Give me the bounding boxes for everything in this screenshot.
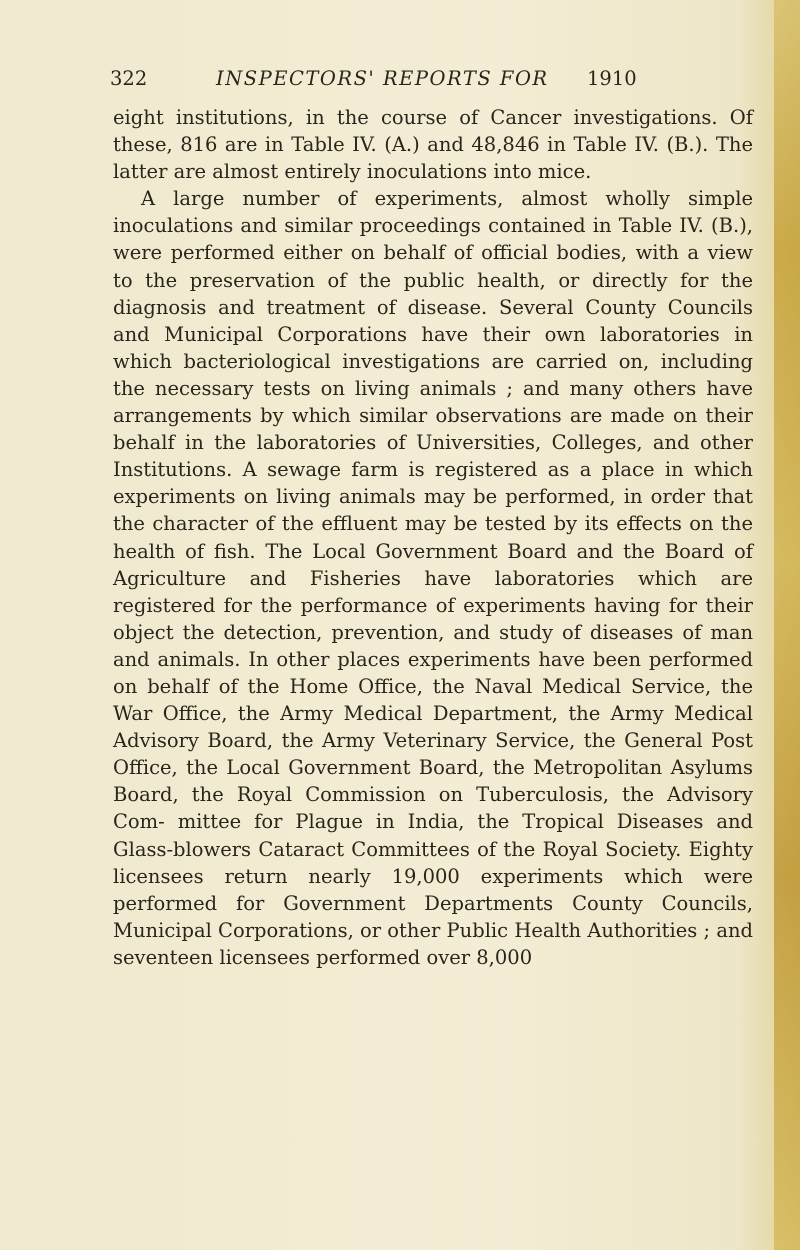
paragraph-experiments-official-bodies: A large number of experiments, almost wholly simple inoculations and similar proceedings contained in Table IV. (B.), were performed either on behalf of official bodies, with a view to the preservation of the public health, or directly for the diagnosis and treatment of disease. Several County Councils and Municipal Corporations have their own laboratories in which bacteriological investigations are carried on, including the necessary tests on living animals ; and many others have arrangements by which similar observations are made on their behalf in the laboratories of Universities, Colleges, and other Institutions. A sewage farm is registered as a place in which experiments on living animals may be performed, in order that the character of the effluent may be tested by its effects on the health of fish. The Local Government Board and the Board of Agriculture and Fisheries have laboratories which are registered for the performance of experiments having for their object the detection, prevention, and study of diseases of man and animals. In other places experiments have been performed on behalf of the Home Office, the Naval Medical Service, the War Office, the Army Medical Department, the Army Medical Advisory Board, the Army Veterinary Service, the General Post Office, the Local Government Board, the Metropolitan Asylums Board, the Royal Commission on Tuberculosis, the Advisory Com- mittee for Plague in India, the Tropical Diseases and Glass-blowers Cataract Committees of the Royal Society. Eighty licensees return nearly 19,000 experiments which were performed for Government Departments County Councils, Municipal Corporations, or other Public Health Authorities ; and seventeen licensees performed over 8,000 <box>113 187 753 969</box>
running-head: INSPECTORS' REPORTS FOR <box>216 67 549 90</box>
paragraph-continuation: eight institutions, in the course of Cancer investigations. Of these, 816 are in Table IV. (A.) and 48,846 in Table IV. (B.). The latter are almost entirely inoculations into mice. <box>113 106 753 184</box>
running-head-year: 1910 <box>587 67 637 90</box>
page-edge-discoloration <box>774 0 800 1250</box>
body-text <box>113 104 753 971</box>
page-header <box>110 64 750 94</box>
page-number: 322 <box>110 67 148 90</box>
